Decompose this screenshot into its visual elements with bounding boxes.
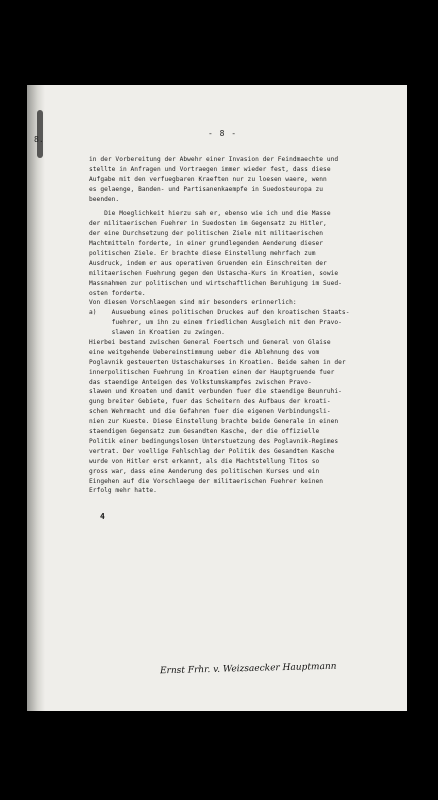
page-number: - 8 - [208, 129, 238, 138]
text-line: a) Ausuebung eines politischen Druckes auf den kroatischen Staats- [89, 309, 350, 317]
text-line: Ausdruck, indem er aus operativen Gruenden ein Einschreiten der [89, 259, 327, 267]
text-line: wurde von Hitler erst erkannt, als die Machtstellung Titos so [89, 457, 320, 465]
text-line: Hierbei bestand zwischen General Foertsch und General von Glaise [89, 339, 331, 347]
text-line: slawen in Kroatien zu zwingen. [89, 329, 225, 337]
text-line: das staendige Anteigen des Volkstumskampfes zwischen Pravo- [89, 378, 312, 386]
text-line: politischen Ziele. Er brachte diese Einstellung mehrfach zum [89, 250, 316, 258]
text-line: gross war, dass eine Aenderung des politischen Kurses und ein [89, 467, 320, 475]
text-line: Machtmitteln forderte, in einer grundlegenden Aenderung dieser [89, 240, 324, 248]
text-line: nien zur Kueste. Diese Einstellung brachte beide Generale in einen [89, 418, 339, 426]
text-line: innerpolitischen Fuehrung in Kroatien einen der Hauptgruende fuer [89, 368, 335, 376]
text-line: osten forderte. [89, 289, 146, 297]
document-body-text [89, 155, 389, 496]
text-line: in der Vorbereitung der Abwehr einer Invasion der Feindmaechte und [89, 156, 339, 163]
text-line: gung breiter Gebiete, fuer das Scheitern des Aufbaus der kroati- [89, 398, 331, 406]
text-line: Eingehen auf die Vorschlaege der militaerischen Fuehrer keinen [89, 477, 324, 485]
text-line: militaerischen Fuehrung gegen den Ustascha-Kurs in Kroatien, sowie [89, 269, 339, 277]
text-line: der militaerischen Fuehrer in Suedosten im Gegensatz zu Hitler, [89, 220, 327, 228]
text-line: schen Wehrmacht und die Gefahren fuer die eigenen Verbindungsli- [89, 408, 331, 416]
text-line: vertrat. Der voellige Fehlschlag der Politik des Gesandten Kasche [89, 447, 335, 455]
text-line: Massnahmen zur politischen und wirtschaftlichen Beruhigung im Sued- [89, 279, 342, 287]
text-line: eine weitgehende Uebereinstimmung ueber die Ablehnung des vom [89, 348, 320, 356]
page-binding-edge [27, 85, 45, 711]
punch-hole-mark [37, 110, 43, 158]
text-line: stellte in Anfragen und Vortraegen immer wieder fest, dass diese [89, 165, 331, 173]
margin-number: 8. [34, 135, 44, 144]
text-line: staendigen Gegensatz zum Gesandten Kasche, der die offizielle [89, 428, 320, 436]
text-line: Poglavnik gesteuerten Ustaschakurses in Kroatien. Beide sahen in der [89, 358, 346, 366]
text-line: fuehrer, um ihn zu einem friedlichen Ausgleich mit den Pravo- [89, 319, 342, 327]
text-line: beenden. [89, 195, 120, 203]
handwritten-margin-mark: 4 [100, 512, 105, 521]
handwritten-signature: Ernst Frhr. v. Weizsaecker Hauptmann [159, 661, 337, 677]
text-line: slawen und Kroaten und damit verbunden fuer die staendige Beunruhi- [89, 388, 342, 396]
text-line: der eine Durchsetzung der politischen Ziele mit militaerischen [89, 230, 324, 238]
text-line: Von diesen Vorschlaegen sind mir besonders erinnerlich: [89, 299, 297, 307]
text-line: Politik einer bedingungslosen Unterstuetzung des Poglavnik-Regimes [89, 437, 339, 445]
text-line: Die Moeglichkeit hierzu sah er, ebenso wie ich und die Masse [89, 210, 331, 218]
text-line: Aufgabe mit den verfuegbaren Kraeften nur zu loesen waere, wenn [89, 175, 327, 183]
text-line: Erfolg mehr hatte. [89, 487, 157, 495]
text-line: es gelaenge, Banden- und Partisanenkaempfe in Suedosteuropa zu [89, 185, 324, 193]
